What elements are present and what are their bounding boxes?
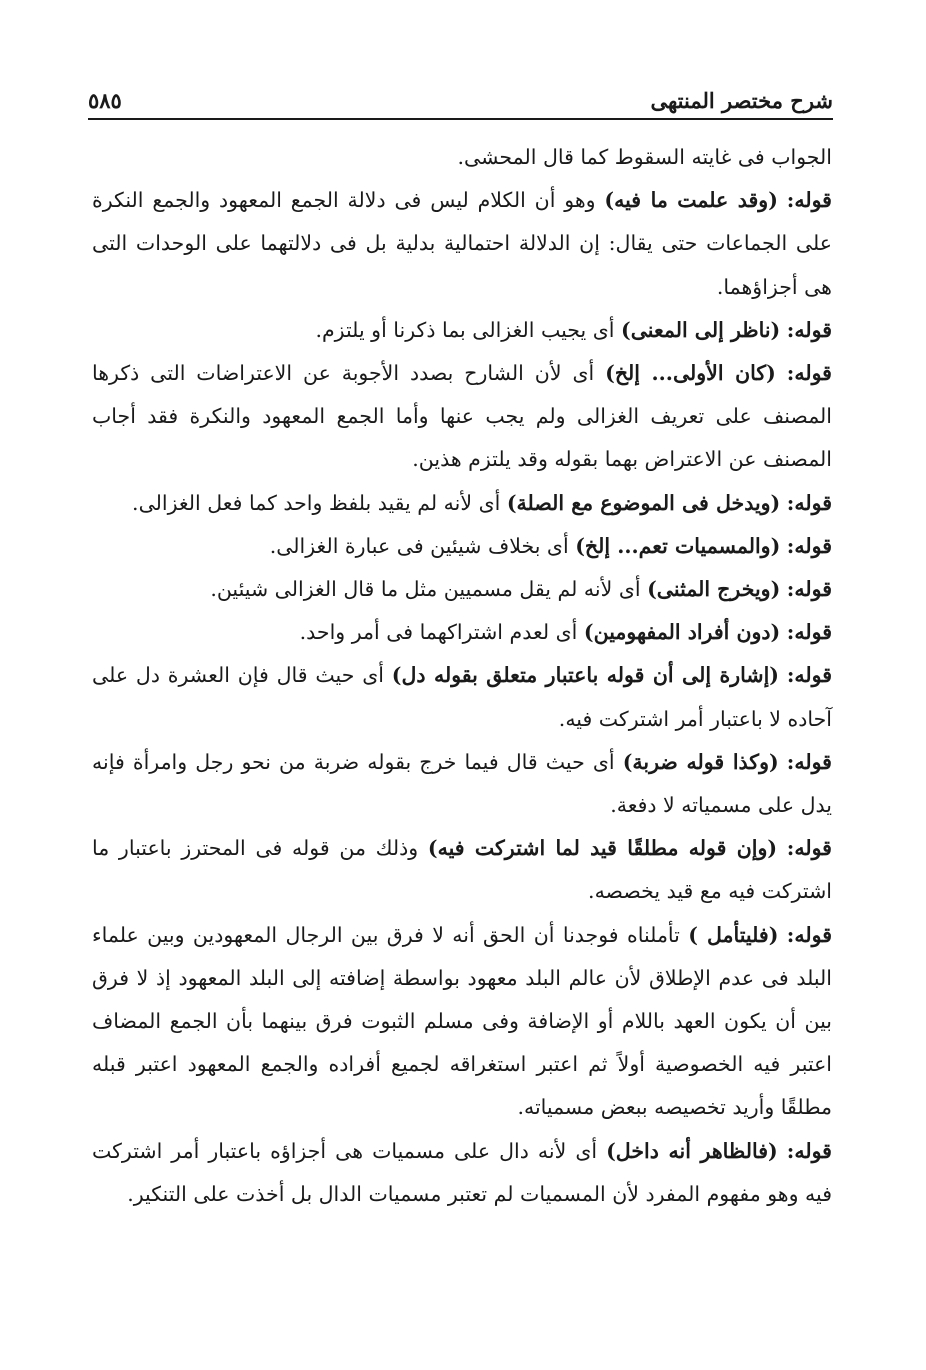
quoted-lemma: (إشارة إلى أن قوله باعتبار متعلق بقوله دل) bbox=[391, 663, 779, 688]
commentary-paragraph bbox=[92, 525, 832, 568]
quoted-lemma: (ويدخل فى الموضوع مع الصلة) bbox=[506, 490, 781, 515]
commentary-body bbox=[92, 136, 832, 1216]
header-rule bbox=[88, 118, 833, 120]
commentary-paragraph bbox=[92, 568, 832, 611]
paragraph-text: أى لأنه دال على مسميات هى أجزاؤه باعتبار أمر اشتركت فيه وهو مفهوم المفرد لأن المسميات لم تعتبر مسميات الدال بل أخذت على التنكير. bbox=[92, 1138, 832, 1206]
lemma-label: قوله: bbox=[786, 533, 832, 558]
commentary-paragraph bbox=[92, 482, 832, 525]
lemma-label: قوله: bbox=[786, 361, 832, 386]
paragraph-text: أى لأنه لم يقل مسميين مثل ما قال الغزالى شيئين. bbox=[210, 577, 641, 602]
lemma-label: قوله: bbox=[786, 317, 832, 342]
commentary-paragraph bbox=[92, 309, 832, 352]
paragraph-text: أى لعدم اشتراكهما فى أمر واحد. bbox=[299, 620, 578, 645]
quoted-lemma: (كان الأولى... إلخ) bbox=[605, 361, 776, 386]
quoted-lemma: (وقد علمت ما فيه) bbox=[604, 188, 778, 213]
lemma-label: قوله: bbox=[786, 188, 832, 213]
paragraph-text: وهو أن الكلام ليس فى دلالة الجمع المعهود والجمع النكرة على الجماعات حتى يقال: إن الدلالة احتمالية بدلية بل فى دلالتهما على الوحدات التى هى أجزاؤهما. bbox=[92, 188, 832, 299]
paragraph-text: الجواب فى غايته السقوط كما قال المحشى. bbox=[457, 145, 832, 169]
quoted-lemma: (فالظاهر أنه داخل) bbox=[606, 1138, 778, 1163]
lemma-label: قوله: bbox=[786, 922, 832, 947]
paragraph-text: تأملناه فوجدنا أن الحق أنه لا فرق بين الرجال المعهودين وبين علماء البلد فى عدم الإطلاق لأن عالم البلد معهود بواسطة إضافته إلى البلد المعهود إذ لا فرق بين أن يكون العهد باللام أو الإضافة وفى مسلم الثبوت فرق بينهما بأن الجمع المضاف اعتبر فيه الخصوصية أولاً ثم اعتبر استغراقه لجميع أفراده والجمع المعهود اعتبر قبله مطلقًا وأريد تخصيصه ببعض مسمياته. bbox=[92, 922, 832, 1120]
paragraph-text: وذلك من قوله فى المحترز باعتبار ما اشتركت فيه مع قيد يخصصه. bbox=[92, 836, 832, 904]
paragraph-text: أى لأن الشارح بصدد الأجوبة عن الاعتراضات التى ذكرها المصنف على تعريف الغزالى ولم يجب عنها وأما الجمع المعهود والنكرة فقد أجاب المصنف عن الاعتراض بهما بقوله وقد يلتزم هذين. bbox=[92, 361, 832, 472]
header-title: شرح مختصر المنتهى bbox=[650, 88, 833, 113]
paragraph-text: أى يجيب الغزالى بما ذكرنا أو يلتزم. bbox=[315, 317, 615, 342]
quoted-lemma: (دون أفراد المفهومين) bbox=[583, 620, 781, 645]
paragraph-text: أى بخلاف شيئين فى عبارة الغزالى. bbox=[269, 533, 569, 558]
running-header bbox=[88, 78, 833, 114]
page-number: ٥٨٥ bbox=[88, 88, 122, 113]
commentary-paragraph bbox=[92, 741, 832, 827]
lemma-label: قوله: bbox=[786, 1138, 832, 1163]
lemma-label: قوله: bbox=[786, 836, 832, 861]
paragraph-continuation bbox=[92, 136, 832, 179]
lemma-label: قوله: bbox=[786, 577, 832, 602]
commentary-paragraph bbox=[92, 827, 832, 913]
quoted-lemma: (فليتأمل ) bbox=[688, 922, 779, 947]
commentary-paragraph bbox=[92, 179, 832, 309]
lemma-label: قوله: bbox=[786, 749, 832, 774]
commentary-paragraph bbox=[92, 1130, 832, 1216]
lemma-label: قوله: bbox=[786, 620, 832, 645]
quoted-lemma: (وكذا قوله ضربة) bbox=[622, 749, 779, 774]
paragraph-text: أى حيث قال فيما خرج بقوله ضربة من نحو رجل وامرأة فإنه يدل على مسمياته لا دفعة. bbox=[92, 749, 832, 818]
lemma-label: قوله: bbox=[786, 490, 832, 515]
commentary-paragraph bbox=[92, 914, 832, 1130]
quoted-lemma: (وإن قوله مطلقًا قيد لما اشتركت فيه) bbox=[427, 836, 778, 861]
paragraph-text: أى حيث قال فإن العشرة دل على آحاده لا باعتبار أمر اشتركت فيه. bbox=[92, 663, 832, 731]
paragraph-text: أى لأنه لم يقيد بلفظ واحد كما فعل الغزالى. bbox=[132, 490, 501, 515]
commentary-paragraph bbox=[92, 352, 832, 482]
commentary-paragraph bbox=[92, 611, 832, 654]
commentary-paragraph bbox=[92, 654, 832, 740]
lemma-label: قوله: bbox=[786, 663, 833, 688]
quoted-lemma: (والمسميات تعم... إلخ) bbox=[575, 533, 781, 558]
quoted-lemma: (ويخرج المثنى) bbox=[647, 577, 781, 602]
quoted-lemma: (ناظر إلى المعنى) bbox=[621, 317, 781, 342]
